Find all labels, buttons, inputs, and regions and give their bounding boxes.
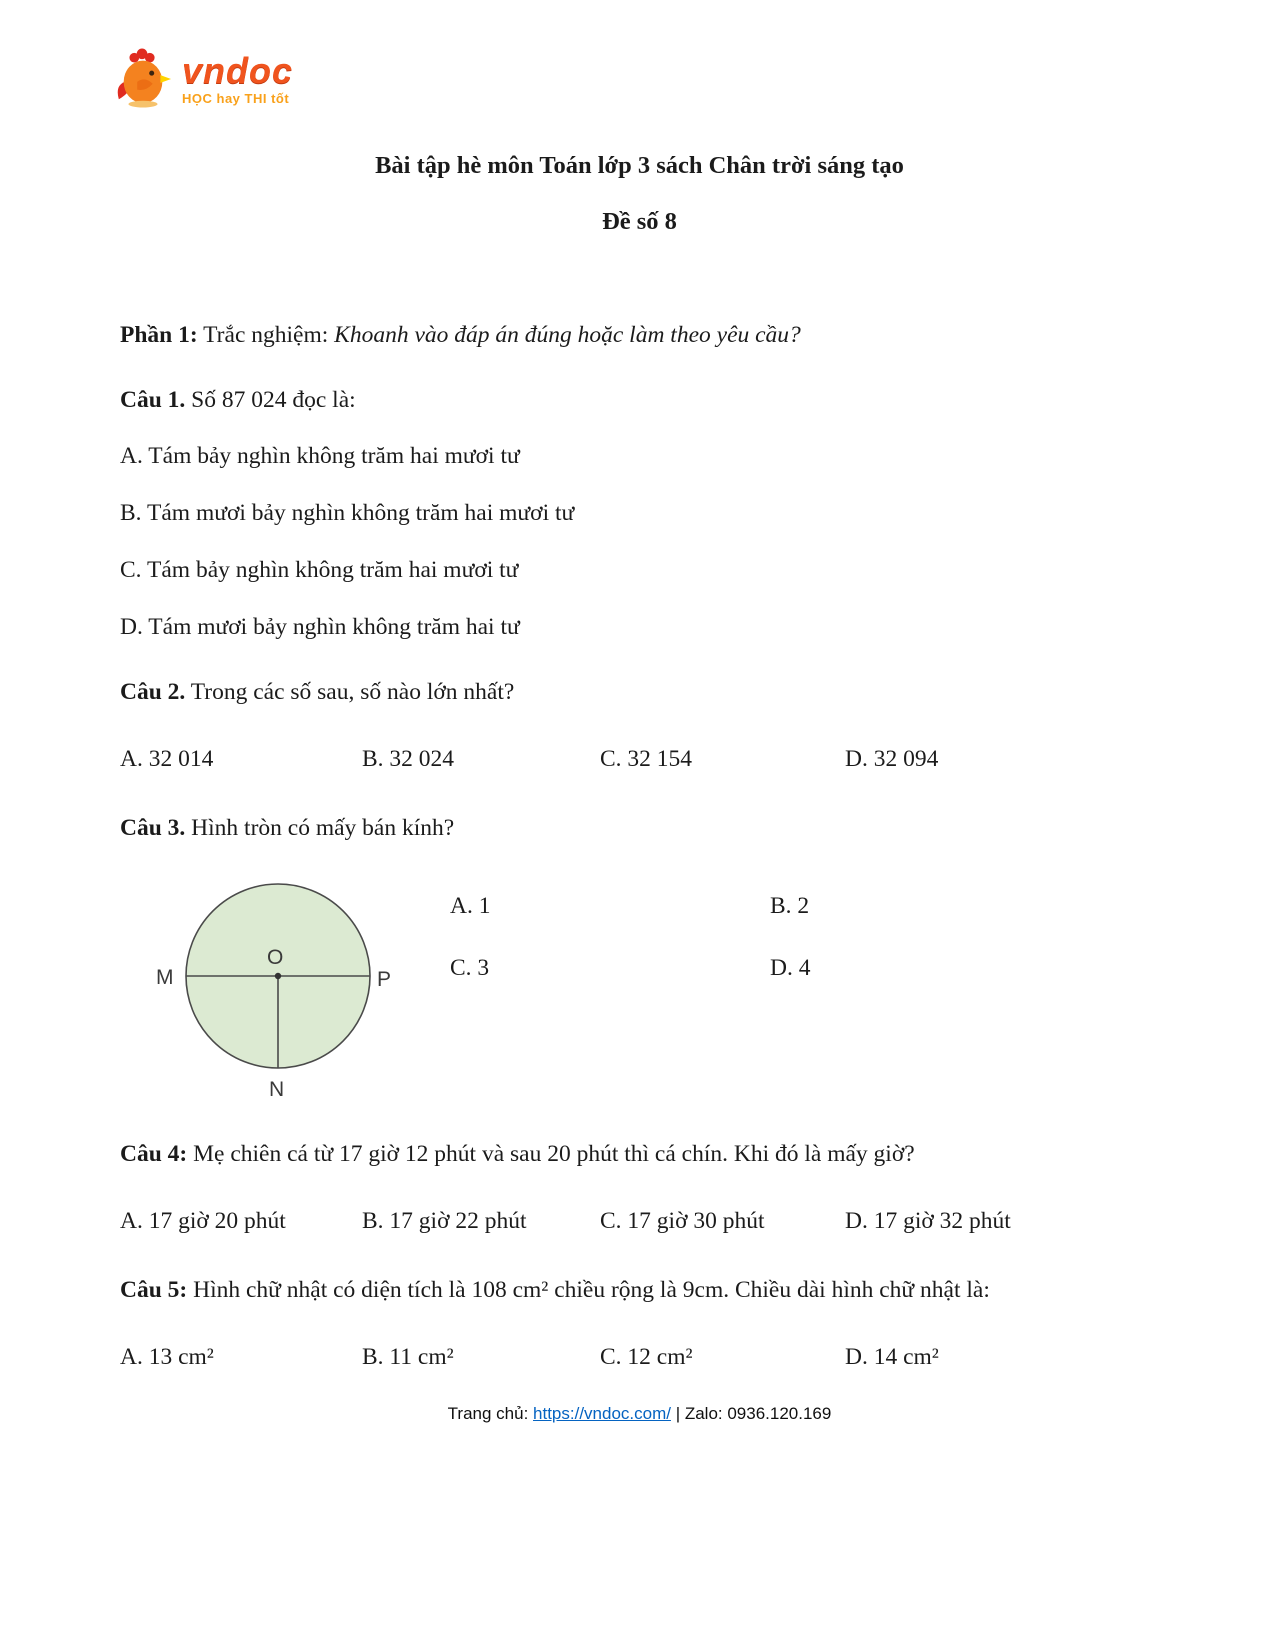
question-3-label: Câu 3. [120, 814, 186, 841]
question-2-option-d: D. 32 094 [845, 745, 939, 772]
question-4-text: Mẹ chiên cá từ 17 giờ 12 phút và sau 20 phút thì cá chín. Khi đó là mấy giờ? [187, 1141, 915, 1168]
question-2-option-b: B. 32 024 [362, 745, 455, 772]
question-1-label: Câu 1. [120, 386, 186, 413]
question-2-options-row [120, 731, 1159, 788]
part1-lead: Trắc nghiệm: [197, 321, 335, 348]
question-3-option-c: C. 3 [450, 954, 490, 981]
question-4-options-row [120, 1193, 1159, 1250]
figure-label-M: M [156, 966, 174, 990]
question-2-text: Trong các số sau, số nào lớn nhất? [185, 678, 515, 705]
question-1-option-a: A. Tám bảy nghìn không trăm hai mươi tư [120, 443, 520, 470]
figure-label-N: N [269, 1078, 285, 1102]
question-2-option-a: A. 32 014 [120, 745, 214, 772]
question-4-option-c: C. 17 giờ 30 phút [600, 1208, 765, 1235]
question-1-text: Số 87 024 đọc là: [185, 386, 356, 413]
footer-suffix: | Zalo: 0936.120.169 [670, 1403, 832, 1423]
part1-heading [120, 307, 1159, 364]
logo-text [182, 50, 294, 107]
question-1-option-b: B. Tám mươi bảy nghìn không trăm hai mươi tư [120, 500, 575, 527]
question-5-options-row [120, 1329, 1159, 1386]
question-2 [120, 664, 1159, 721]
question-4 [120, 1126, 1159, 1183]
figure-label-O: O [267, 946, 284, 970]
question-3-options-grid [450, 876, 1159, 998]
question-5-option-c: C. 12 cm² [600, 1344, 693, 1370]
page-title: Bài tập hè môn Toán lớp 3 sách Chân trời sáng tạo [375, 152, 904, 179]
circle-figure [120, 874, 450, 1114]
question-5-option-b: B. 11 cm² [362, 1344, 454, 1370]
figure-label-P: P [377, 968, 392, 992]
question-4-label: Câu 4: [120, 1141, 188, 1168]
question-3-option-b: B. 2 [770, 893, 810, 920]
question-5-label: Câu 5: [120, 1277, 188, 1304]
question-5-text: Hình chữ nhật có diện tích là 108 cm² chiều rộng là 9cm. Chiều dài hình chữ nhật là: [187, 1277, 990, 1304]
question-2-option-c: C. 32 154 [600, 745, 693, 772]
vndoc-logo [114, 46, 1159, 114]
question-4-option-a: A. 17 giờ 20 phút [120, 1208, 286, 1235]
question-3-text: Hình tròn có mấy bán kính? [185, 814, 455, 841]
question-4-option-d: D. 17 giờ 32 phút [845, 1208, 1011, 1235]
page-footer [120, 1404, 1159, 1424]
question-3 [120, 800, 1159, 857]
question-2-label: Câu 2. [120, 678, 186, 705]
part1-instruction: Khoanh vào đáp án đúng hoặc làm theo yêu cầu? [334, 321, 801, 348]
question-1-option-d: D. Tám mươi bảy nghìn không trăm hai tư [120, 613, 520, 640]
footer-prefix: Trang chủ: [447, 1403, 534, 1423]
title-block [120, 138, 1159, 251]
brand-tagline: HỌC hay THI tốt [182, 91, 290, 107]
part1-label: Phần 1: [120, 321, 198, 348]
page-subtitle: Đề số 8 [602, 208, 677, 236]
question-3-option-d: D. 4 [770, 954, 811, 981]
chicken-mascot-icon [114, 47, 172, 114]
question-4-option-b: B. 17 giờ 22 phút [362, 1208, 527, 1235]
question-3-figure-row [120, 874, 1159, 1114]
brand-name: vndoc [182, 50, 294, 92]
question-5 [120, 1262, 1159, 1319]
question-5-option-d: D. 14 cm² [845, 1344, 939, 1370]
question-1-option-c: C. Tám bảy nghìn không trăm hai mươi tư [120, 557, 519, 584]
homepage-link[interactable]: https://vndoc.com/ [533, 1403, 671, 1423]
question-3-option-a: A. 1 [450, 893, 491, 920]
question-1 [120, 372, 1159, 429]
question-5-option-a: A. 13 cm² [120, 1344, 214, 1370]
